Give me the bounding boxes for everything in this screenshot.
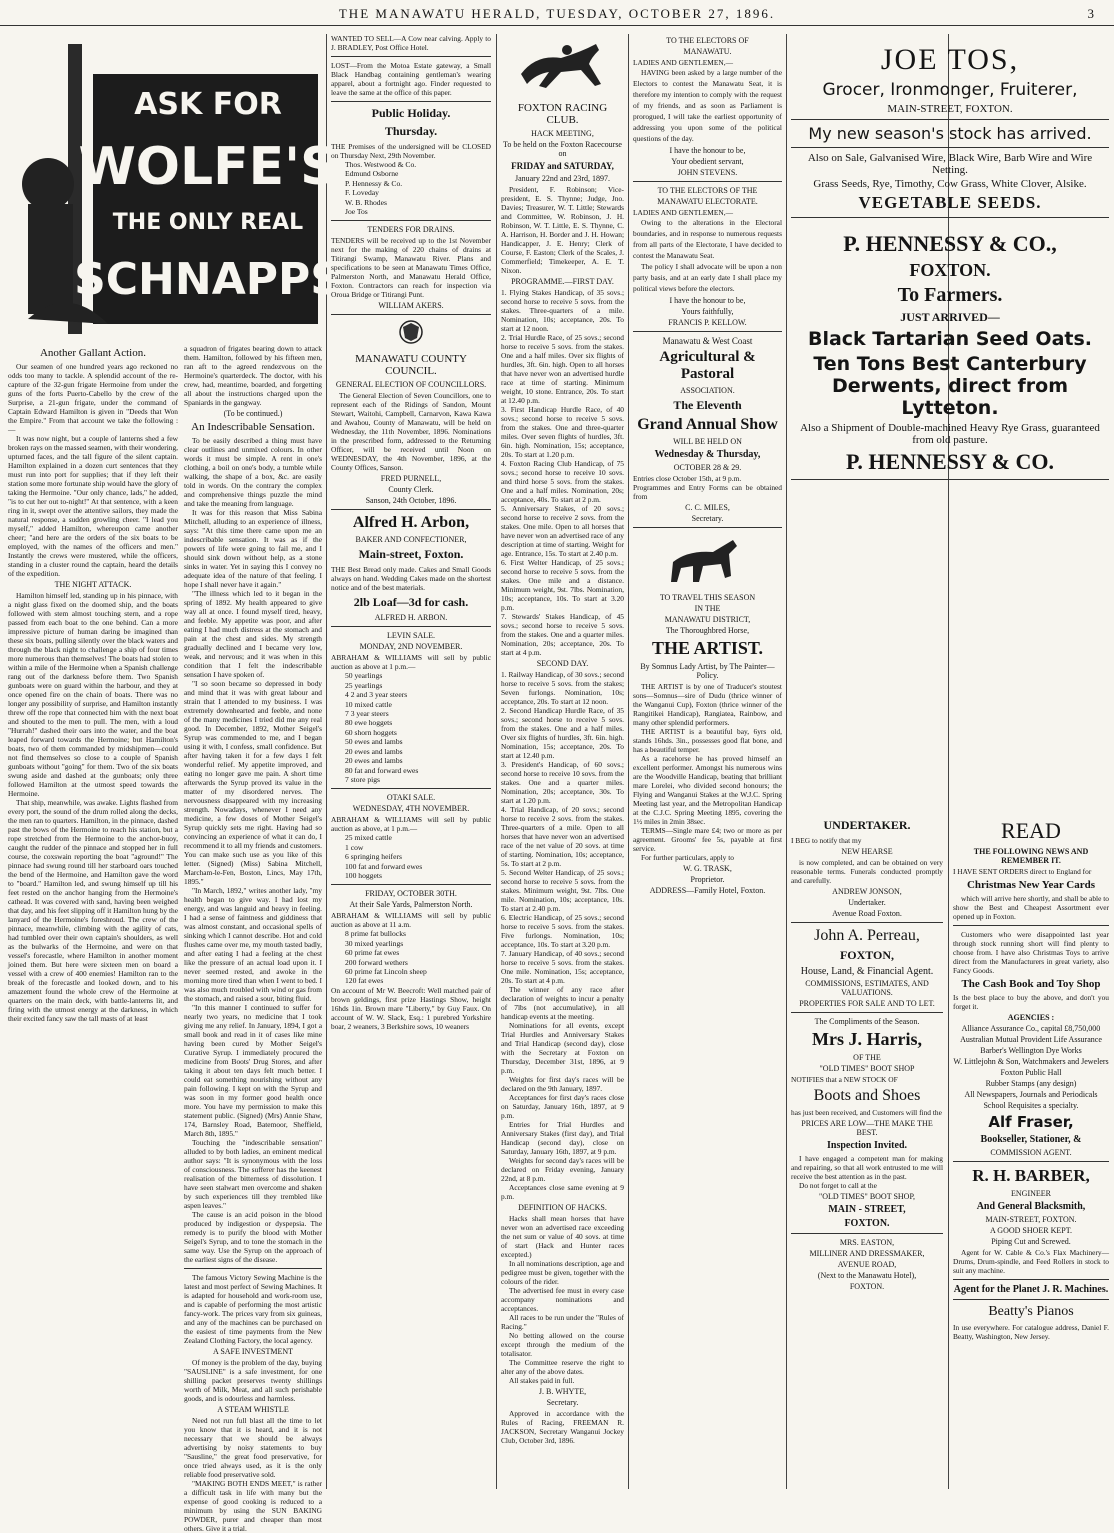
undertaker-name: ANDREW JONSON, — [832, 887, 902, 896]
firm-name: P. Hennessy & Co. — [345, 178, 403, 188]
race-secretary-role: Secretary. — [546, 1398, 579, 1407]
show-organiser: Manawatu & West Coast — [662, 336, 753, 346]
column-2 — [184, 344, 322, 1533]
race-entry: 7. January Handicap, of 40 sovs.; second horse to receive 5 sovs. from the stakes. One mile. Nomination, 15s; acceptance, 20s. To start at 4 p.m. — [501, 949, 624, 985]
levin-title: LEVIN SALE. — [387, 631, 435, 641]
artist-proprietor-role: Proprietor. — [690, 875, 725, 884]
divider — [331, 788, 491, 789]
show-days: Wednesday & Thursday, — [654, 449, 761, 460]
election-notice-title: TO THE ELECTORS OF THE — [657, 186, 758, 195]
divider — [184, 1268, 322, 1269]
article-paragraph: a squadron of frigates bearing down to attack them. Hamilton, followed by his fifteen men, ran aft to the agreed rendezvous on the Hermoine's quarterdeck. The doctor, with his crew, had, meantime, boarded, and forgetting all about the instructions charged upon the Spaniards in the gangway. — [184, 344, 322, 407]
sale-item: 10 mixed cattle — [345, 699, 392, 709]
barber-flax: Agent for W. Cable & Co.'s Flax Machinery—Drums, Drum-spindle, and Feed Rollers in stock to suit any machine. — [953, 1248, 1109, 1275]
sale-item: 50 ewes and lambs — [345, 737, 403, 747]
article-subheading: THE NIGHT ATTACK. — [54, 580, 132, 589]
easton-name: MRS. EASTON, — [839, 1238, 895, 1247]
classified-lost: LOST—From the Motoa Estate gateway, a Small Black Handbag containing gentleman's wearing apparel, about a fortnight ago. Finder requested to leave the same at the office of this paper. — [331, 61, 491, 97]
sale-item: 25 yearlings — [345, 680, 383, 690]
page-number: 3 — [1087, 6, 1094, 21]
article-paragraph: The cause is an acid poison in the blood produced by indigestion or dyspepsia. The remedy is to purify the blood with Mother Seigel's Syrup, and to tone the stomach in the same way. Use the Syrup on the approach of the earliest signs of the disease. — [184, 1210, 322, 1264]
election-letter: HAVING been asked by a large number of the Electors to contest the Manawatu Seat, it is therefore my intention to comply with the request of my friends, and as soon as Parliament is prorogued, I will take the earliest opportunity of addressing you upon some of the political questions of the day. — [633, 68, 782, 143]
harris-boots: Boots and Shoes — [813, 1087, 921, 1104]
race-officers: President, F. Robinson; Vice-president, E. S. Thynne; Judge, Jno. Davies; Treasurer, W. T. Little; Stewards and Committee, W. Robinson, J. H. Robinson, W. T. Little, E. S. Thynne, C. A. Harrison, H. Border and J. H. Howan; Handicapper, J. E. Henry; Clerk of Course, F. Easton; Clerk of the Scales, J. Commerfield; Timekeeper, A. E. T. Nixon. — [501, 185, 624, 275]
harris-shop: "OLD TIMES" BOOT SHOP — [819, 1064, 915, 1073]
sale-item: 20 ewes and lambs — [345, 746, 403, 756]
agency-item: Australian Mutual Provident Life Assurance — [960, 1035, 1102, 1044]
sale-item: 7 store pigs — [345, 774, 381, 784]
article-paragraph: The famous Victory Sewing Machine is the latest and most perfect of Sewing Machines. It is adapted for household and work-room use, and is capable of performing the most artistic fancy-work. The prices vary from six guineas, and any of the machines can be purchased on the easiest of time payments from the New Zealand Clothing Factory, the local agency. — [184, 1273, 322, 1345]
divider — [953, 1161, 1109, 1162]
divider — [331, 626, 491, 627]
harris-call: Do not forget to call at the — [799, 1181, 877, 1190]
race-venue: To be held on the Foxton Racecourse on — [503, 140, 622, 158]
barber-piping: Piping Cut and Screwed. — [991, 1237, 1071, 1246]
divider — [791, 147, 1109, 148]
race-rule: The Committee reserve the right to alter any of the above dates. — [501, 1358, 624, 1376]
tos-trade: Grocer, Ironmonger, Fruiterer, — [822, 80, 1078, 100]
harris-compliments: The Compliments of the Season. — [814, 1017, 920, 1026]
race-entry: 7. Stewards' Stakes Handicap, of 45 sovs.; second horse to receive 5 sovs. from the stakes. One and a quarter miles. Nomination, 20s; acceptance, 20s. To start at 4 p.m. — [501, 612, 624, 657]
sale-item: 50 yearlings — [345, 671, 383, 681]
cards-order: I HAVE SENT ORDERS direct to England for — [953, 867, 1092, 876]
easton-trade: MILLINER AND DRESSMAKER, — [809, 1249, 925, 1258]
race-entry: 1. Railway Handicap, of 30 sovs.; second horse to receive 5 sovs. from the stakes; Seven furlongs. Nomination, 10s; acceptance, 20s. To start at 12 noon. — [501, 670, 624, 706]
article-paragraph: It was for this reason that Miss Sabina Mitchell, alluding to an experience of illness, says: "At this time there came upon me an indescribable sensation. It was as if the powers of life were going to fail me, and I should sink down without help, as a stone sinks in water. Yet in saying this I convey no adequate idea of the nature of that feeling. I hope I shall never have it again." — [184, 508, 322, 589]
article-paragraph: Our seamen of one hundred years ago reckoned no odds too many to tackle. A splendid account of the re-capture of the 32-gun frigate Hermoine from under the guns of the forts Puerto-Cabello by the crew of the Surprise, a 21-gun frigate, under the command of Captain Edward Hamilton is given in "Deeds that Won the Empire." From that account we take the following :— — [8, 362, 178, 434]
divider — [953, 1279, 1109, 1280]
race-entry: 3. First Handicap Hurdle Race, of 40 sovs.; second horse to receive 5 sovs. from the stakes. One and three-quarter miles. Over seven flights of hurdles, 3ft. 6in. high. Nomination, 15s; acceptance, 20s. To start at 1.20 p.m. — [501, 405, 624, 459]
race-entry: 6. Electric Handicap, of 25 sovs.; second horse to receive 5 sovs. from the stakes. Five furlongs. Nomination, 10s; acceptance, 10s. To start at 3.20 p.m. — [501, 913, 624, 949]
show-association-label: ASSOCIATION. — [680, 386, 735, 395]
otaki-title: OTAKI SALE. — [386, 793, 436, 803]
hennessy-town: FOXTON. — [909, 260, 991, 280]
race-rule: The winner of any race after declaration of weights to incur a penalty of 7lbs (not accumulative), in all handicap events at the meeting. — [501, 985, 624, 1021]
divider — [953, 925, 1109, 926]
divider — [791, 1012, 943, 1013]
friday-notice: ABRAHAM & WILLIAMS will sell by public auction as above at 11 a.m. — [331, 911, 491, 930]
column-rule — [496, 34, 497, 1489]
article-paragraph: "In this manner I continued to suffer for nearly two years, no medicine that I took giving me any relief. In January, 1894, I got a small book and read in it of cases like mine having been cured by Mother Seigel's Curative Syrup. I immediately procured the medicine from Boots' Drug Stores, and after taking it about ten days felt much better. I could eat something nourishing without any pain following. I kept on with the Syrup and was soon in my former good health once more. You have my permission to make this statement public. (Signed) (Mrs) Annie Shaw, 174, Barnsley Road, Batemoor, Sheffield, March 8th, 1895." — [184, 1003, 322, 1138]
divider — [331, 509, 491, 510]
friday-subtitle: At their Sale Yards, Palmerston North. — [349, 900, 473, 910]
masthead — [0, 0, 1114, 26]
artist-district: MANAWATU DISTRICT, — [664, 615, 751, 624]
race-club-subtitle: HACK MEETING, — [531, 129, 594, 138]
levin-notice: ABRAHAM & WILLIAMS will sell by public auction as above at 1 p.m.— — [331, 653, 491, 672]
firm-name: Thos. Westwood & Co. — [345, 160, 417, 169]
ad-ask-text: ASK FOR — [134, 87, 282, 122]
article-paragraph: Touching the "indescribable sensation" alluded to by both ladies, an eminent medical author says: "It is synonymous with the loss of consciousness. The sufferer has the keenest realisation of the bitterness of dissolution. I have seen stalwart men overcome and shaken by such experiences till they trembled like aspen leaves." — [184, 1138, 322, 1210]
race-rule: All races to be run under the "Rules of Racing." — [501, 1313, 624, 1331]
tender-signature: WILLIAM AKERS. — [378, 301, 444, 311]
article-paragraph: It was now night, but a couple of lanterns shed a few broken rays on the massed seamen, with their wondering, upturned faces, and the tall figure of the silent captain. Hamilton explained in a dozen curt sentences that they must run into port for supplies; that if they left their station some more fortunate ship would have the glory of taking the Hermoine. "Our only chance, lads," he added, "is to cut her out to-night!" At that sentence, with a keen ring in it, swept over the attentive sailors, they made the natural response, a sudden growling cheer. "I lead you myself," added Hamilton, whereupon came another cheer; "and here are the orders of the six boats to be employed, with the names of the officers and men." Instantly the crews were mustered, while the officers, standing in a cluster round the captain, heard the details of the expedition. — [8, 434, 178, 578]
article-paragraph: "In March, 1892," writes another lady, "my health began to give way. I had lost my energy, and was languid and heavy in feeling. I had a sense of faintness and giddiness that was almost constant, and occasional spells of sinking which I cannot describe. Hot and cold flushes came over me, my mouth tasted badly, and after eating I had a feeling at the chest like the pressure of an actual load upon it. I never seemed rested, and awoke in the morning more tired than when I went to bed. I was also much troubled with wind or gas from the stomach, and raised a sour, biting fluid. — [184, 886, 322, 1003]
sale-item: 6 springing heifers — [345, 852, 402, 862]
agency-item: Foxton Public Hall — [1000, 1068, 1062, 1077]
toys-notice: Customers who were disappointed last year through stock running short will find plenty to choose from. I have also Christmas Toys to arrive direct from the Manufacturers in great variety, also Fancy Goods. — [953, 930, 1109, 975]
race-entry: 5. Second Welter Handicap, of 25 sovs.; second horse to receive 5 sovs. from the stakes. Minimum weight, 9st. 7lbs. One mile. Nomination, 10s; acceptance, 10s. To start at 2.40 p.m. — [501, 868, 624, 913]
divider — [791, 119, 1109, 120]
divider — [331, 220, 491, 221]
tos-seeds: Grass Seeds, Rye, Timothy, Cow Grass, White Clover, Alsike. — [813, 178, 1087, 190]
race-rule: In all nominations description, age and pedigree must be given, together with the colours of the rider. — [501, 1259, 624, 1286]
race-rule: Nominations for all events, except Trial Hurdles and Anniversary Stakes and Trial Handicap (second day), close with the Secretary at Foxton on Thursday, December 31st, 1896, at 9 p.m. — [501, 1021, 624, 1075]
race-entry: 1. Flying Stakes Handicap, of 35 sovs.; second horse to receive 5 sovs. from the stakes. Three-quarters of a mile. Nomination, 10s; acceptance, 20s. To start at 12 noon. — [501, 288, 624, 333]
hennessy-name: P. HENNESSY & CO., — [843, 231, 1057, 256]
race-entry: 4. Foxton Racing Club Handicap, of 75 sovs.; second horse to receive 10 sovs. and third horse 5 sovs. from the stakes. One and a half miles. Nomination, 20s; acceptance, 40s. To start at 2 p.m. — [501, 459, 624, 504]
perreau-town: FOXTON, — [839, 948, 895, 962]
artist-in: IN THE — [694, 604, 721, 613]
christmas-cards: Christmas New Year Cards — [966, 879, 1095, 891]
friday-more: On account of Mr W. Beecroft: Well matched pair of brown geldings, first prize Hastings Show, height 16hds 1in. Brown mare "Liberty," by Guy Faux. On account of W. W. Slack, Esq.: 1 purebred Yorkshire boar, 2 weaners, 3 Berkshire sows, 10 weaners — [331, 985, 491, 1031]
undertaker-hearse: NEW HEARSE — [841, 847, 893, 856]
schnapps-illustration — [8, 34, 342, 344]
election-signature: JOHN STEVENS. — [677, 168, 738, 177]
harris-inspection: Inspection Invited. — [826, 1140, 907, 1151]
perreau-name: John A. Perreau, — [814, 927, 920, 944]
show-edition: The Eleventh — [673, 398, 742, 412]
column-6-top — [791, 34, 1109, 844]
race-rule: Acceptances for first day's races close on Saturday, January 16th, 1897, at 9 p.m. — [501, 1093, 624, 1120]
perreau-properties: PROPERTIES FOR SALE AND TO LET. — [799, 999, 935, 1008]
tos-address: MAIN-STREET, FOXTON. — [887, 103, 1013, 115]
barber-shoer: A GOOD SHOER KEPT. — [989, 1226, 1073, 1235]
column-4 — [501, 34, 624, 1489]
programme-heading: PROGRAMME.—FIRST DAY. — [511, 277, 614, 286]
harris-prices: PRICES ARE LOW—THE MAKE THE BEST. — [801, 1119, 933, 1137]
racehorse-icon — [501, 34, 624, 94]
fraser-name: Alf Fraser, — [988, 1113, 1074, 1131]
planet-agent: Agent for the Planet J. R. Machines. — [953, 1284, 1109, 1295]
arbon-trade: BAKER AND CONFECTIONER, — [355, 535, 467, 545]
race-entry: 4. Trial Handicap, of 20 sovs.; second horse to receive 2 sovs. from the stakes. Three-quarters of a mile. Open to all horses that have never won an advertised race of the net value of 20 sovs. at time of starting. Nomination, 10s; acceptance, 5s. To start at 2 p.m. — [501, 805, 624, 868]
election-letter: The policy I shall advocate will be upon a non party basis, and at an early date I shall place my political views before the electors. — [633, 262, 782, 293]
race-club-title: FOXTON RACING CLUB. — [517, 102, 608, 126]
beatty-notice: In use everywhere. For catalogue address, Daniel F. Beatty, Washington, New Jersey. — [953, 1323, 1109, 1341]
harris-shop-footer: "OLD TIMES" BOOT SHOP, — [818, 1192, 916, 1201]
divider — [331, 101, 491, 102]
election-salutation: LADIES AND GENTLEMEN,— — [633, 208, 733, 217]
column-6 — [791, 815, 943, 1489]
harris-name: Mrs J. Harris, — [812, 1029, 922, 1049]
race-entry: 3. President's Handicap, of 60 sovs.; second horse to receive 10 sovs. from the stakes. One and a quarter miles. Nomination, 20s; acceptance, 30s. To start at 1.20 p.m. — [501, 760, 624, 805]
article-paragraph: "The illness which led to it began in the spring of 1892. My health appeared to give way all at once. I found myself tired, heavy, and feeble. My appetite was poor, and after eating I had much distress at the stomach and pain at the chest and sides. My strength gradually declined and I became very low, weak, and nervous; and it was when in this condition that I felt the indescribable sensation I have spoken of. — [184, 589, 322, 679]
column-5 — [633, 34, 782, 1489]
tender-title: TENDERS FOR DRAINS. — [367, 225, 455, 235]
sale-item: 60 shorn hoggets — [345, 727, 397, 737]
read-subheading: THE FOLLOWING NEWS AND REMEMBER IT. — [973, 847, 1089, 865]
article-subheading: A SAFE INVESTMENT — [212, 1347, 293, 1356]
show-programmes: Programmes and Entry Forms can be obtained from — [633, 483, 782, 501]
sale-item: 120 fat ewes — [345, 976, 384, 986]
tos-name: JOE TOS, — [880, 43, 1020, 76]
column-rule — [786, 34, 787, 1489]
sale-item: 80 fat and forward ewes — [345, 765, 419, 775]
agency-item: Alliance Assurance Co., capital £8,750,000 — [961, 1024, 1101, 1033]
schnapps-advertisement — [8, 34, 342, 344]
definition-heading: DEFINITION OF HACKS. — [518, 1203, 607, 1212]
firm-name: W. B. Rhodes — [345, 197, 387, 207]
divider — [633, 331, 782, 332]
race-rule: Hacks shall mean horses that have never won an advertised race exceeding the net sum or value of 40 sovs. at time of start (Hack and Hunter races excepted.) — [501, 1214, 624, 1259]
divider — [791, 922, 943, 923]
agency-item: School Requisites a specialty. — [983, 1101, 1079, 1110]
stallion-icon — [633, 532, 782, 586]
sale-item: 7 3 year steers — [345, 709, 389, 719]
arbon-name: Alfred H. Arbon, — [352, 514, 470, 532]
election-signature: FRANCIS P. KELLOW. — [668, 318, 747, 327]
read-heading: READ — [1001, 818, 1061, 843]
sale-item: 100 hoggets — [345, 870, 382, 880]
election-closing: I have the honour to be, — [669, 146, 746, 155]
arbon-signature: ALFRED H. ARBON. — [374, 613, 448, 623]
levin-date: MONDAY, 2ND NOVEMBER. — [359, 642, 463, 652]
sale-item: 60 prime fat ewes — [345, 948, 400, 958]
show-title: Grand Annual Show — [637, 416, 778, 433]
race-dates: January 22nd and 23rd, 1897. — [514, 174, 611, 183]
fraser-trade: Bookseller, Stationer, & — [980, 1134, 1082, 1145]
artist-paragraph: THE ARTIST is by one of Traducer's stoutest sons—Somnus—sire of Dudu (thrice winner of the Wanganui Cup), Foxton (thrice winner of the Rangitikei Handicap), Rangiatea, Rainbow, and many other splendid performers. — [633, 682, 782, 727]
divider — [791, 479, 1109, 480]
artist-title: TO TRAVEL THIS SEASON — [659, 593, 756, 602]
easton-town: FOXTON. — [849, 1282, 885, 1291]
holiday-day: Thursday. — [384, 124, 438, 138]
agency-item: W. Littlejohn & Son, Watchmakers and Jewelers — [953, 1057, 1109, 1066]
barber-engineer: ENGINEER — [1011, 1189, 1051, 1198]
harris-repairs: I have engaged a competent man for making and repairing, so that all work entrusted to me will receive the best attention as in the past. — [791, 1154, 943, 1181]
agency-item: All Newspapers, Journals and Periodicals — [964, 1090, 1098, 1099]
column-3 — [331, 34, 491, 1489]
tos-vegetable-seeds: VEGETABLE SEEDS. — [858, 193, 1042, 212]
harris-of: OF THE — [853, 1053, 881, 1062]
divider — [331, 884, 491, 885]
artist-paragraph: THE ARTIST is a beautiful bay, 6yrs old, stands 16hds. 3in., possesses good flat bone, and has a beautiful temper. — [633, 727, 782, 754]
sale-item: 4 2 and 3 year steers — [345, 690, 408, 700]
show-secretary: C. C. MILES, — [685, 503, 730, 512]
race-rule: Entries for Trial Hurdles and Anniversary Stakes (first day), and Trial Handicap (second day), close on Saturday, January 16th, 1897, at 9 p.m. — [501, 1120, 624, 1156]
article-subheading: A STEAM WHISTLE — [217, 1405, 289, 1414]
harris-street: MAIN - STREET, — [828, 1204, 906, 1215]
firm-name: F. Loveday — [345, 188, 379, 198]
artist-paragraph: As a racehorse he has proved himself an excellent performer. Amongst his numerous wins are the Woodville Handicap, beating that brilliant mare Lorelei, who divided second honours; the Flying and Wanganui Stakes at the W.J.C. Spring Meeting last year, and the Metropolitan Handicap at the C.J.C. Spring Meeting 1895, covering the 1½ miles in 2min 38sec. — [633, 754, 782, 826]
masthead-title: THE MANAWATU HERALD, TUESDAY, OCTOBER 27, 1896. — [338, 6, 776, 21]
election-notice-title: MANAWATU ELECTORATE. — [657, 197, 758, 206]
easton-address-note: (Next to the Manawatu Hotel), — [817, 1271, 917, 1280]
agencies-heading: AGENCIES : — [1007, 1013, 1055, 1022]
article-paragraph: Of money is the problem of the day, buying "SAUSLINE" is a safe investment, for one shilling packet preserves twenty shillings worth of Milk, Meat, and all such perishable goods, and is odourless and harmless. — [184, 1358, 322, 1403]
sale-item: 8 prime fat bullocks — [345, 929, 406, 939]
coat-of-arms-icon — [331, 319, 491, 345]
harris-stock: has just been received, and Customers will find the — [791, 1108, 942, 1117]
column-7 — [953, 815, 1109, 1489]
article-paragraph: That ship, meanwhile, was awake. Lights flashed from every port, the sound of the drum rolled along the decks, the men ran to quarters. Hamilton, in the pinnace, dashed past the bows of the Hermoine to reach his station, but a rope stretched from the Hermoine to the anchor-buoy, caught the rudder of the pinnace and stopped her in full course, the coxswain reporting the boat "aground!" The pinnace had swung round till her starboard oars touched the bend of the Hermoine, and Hamilton gave the word to "board." Hamilton led, and swung himself up till his feet rested on the anchor hanging from the Hermoine's cathead. It was covered with sand, having been weighed that day, and his feet slipping off it Hamilton hung by the lanyard of the Hermoine's foreshroud. The crew of the pinnace, meanwhile, climbing with the agility of cats, had tumbled over their own captain's shoulders, as well as the bulwarks of the Hermoine, and were on that vessel's forecastle, where Hamilton in another moment joined them. But here were sixteen men on board a vessel with a crew of 400 enemies! Hamilton ran to the break of the forecastle and looked down, and to his amazement found the whole crew of the Hermoine at quarters on the main deck, with battle-lanterns lit, and firing with the utmost energy at the darkness, in which their excited fancy saw the tall masts of at least — [8, 798, 178, 1023]
tos-wire: Also on Sale, Galvanised Wire, Black Wire, Barb Wire and Wire Netting. — [807, 152, 1093, 176]
article-title: An Indescribable Sensation. — [191, 421, 315, 433]
column-rule — [628, 34, 629, 1489]
council-signature: FRED PURNELL, — [380, 474, 442, 484]
holiday-notice: THE Premises of the undersigned will be CLOSED on Thursday Next, 29th November. — [331, 142, 491, 160]
divider — [331, 56, 491, 57]
harris-town: FOXTON. — [844, 1218, 890, 1229]
arbon-notice: THE Best Bread only made. Cakes and Small Goods always on hand. Wedding Cakes made on the shortest notice and of the best materials. — [331, 565, 491, 593]
sale-item: 30 mixed yearlings — [345, 938, 404, 948]
otaki-notice: ABRAHAM & WILLIAMS will sell by public auction as above, at 1 p.m.— — [331, 815, 491, 834]
council-title: MANAWATU COUNTY COUNCIL. — [355, 353, 467, 378]
easton-address: AVENUE ROAD, — [837, 1260, 897, 1269]
divider — [633, 527, 782, 528]
article-paragraph: "I so soon became so depressed in body and mind that it was with great labour and strain that I attended to my business. I was extremely downhearted and feeble, and none of the many medicines I tried did me any real good. In December, 1892, Mother Seigel's Syrup was commended to me, and I began using it with, I confess, small confidence. But after having taken it for a few days I felt wonderful relief. My appetite improved, and eating no longer gave me pain. A short time afterwards the Syrup proved its value in the matter of my disordered nerves. The nervousness disappeared with my increasing strength. Nowadays, whenever I need any medicine, a few doses of Mother Seigel's Syrup quickly sets me right. Having had so convincing an experience of what it can do, I recommend it to all my friends and customers. You can make such use as you like of this letter. (Signed) (Miss) Sabina Mitchell, Marcham-le-Fen, Boston, Lincs, May 17th, 1895." — [184, 679, 322, 886]
race-secretary: J. B. WHYTE, — [538, 1387, 587, 1396]
classified-wanted: WANTED TO SELL—A Cow near calving. Apply to J. BRADLEY, Post Office Hotel. — [331, 34, 491, 52]
race-days: FRIDAY and SATURDAY, — [511, 161, 614, 171]
race-rule: Weights for second day's races will be declared on Friday evening, January 22nd, at 8 p.m. — [501, 1156, 624, 1183]
election-notice-title: TO THE ELECTORS OF — [666, 36, 749, 45]
hennessy-arrived: JUST ARRIVED— — [900, 310, 1000, 324]
barber-name: R. H. BARBER, — [972, 1166, 1090, 1185]
council-signature-role: County Clerk. — [388, 485, 434, 495]
undertaker-terms: is now completed, and can be obtained on very reasonable terms. Funerals conducted promptly and carefully. — [791, 858, 943, 885]
artist-name: THE ARTIST. — [651, 638, 764, 658]
sale-item: 100 fat and forward ewes — [345, 861, 423, 871]
show-entries: Entries close October 15th, at 9 p.m. — [633, 474, 742, 483]
race-rule: The advertised fee must in every case accompany nominations and acceptances. — [501, 1286, 624, 1313]
column-rule — [948, 815, 949, 1489]
artist-paragraph: TERMS—Single mare £4; two or more as per agreement. Grooms' fee 5s, payable at first service. — [633, 826, 782, 853]
race-entry: 2. Second Handicap Hurdle Race, of 35 sovs.; second horse to receive 5 sovs. from the stakes. One and a half miles. Over six flights of hurdles, 3ft. 6in. high. Nomination, 15s; acceptance, 20s. To start at 12.40 p.m. — [501, 706, 624, 760]
artist-subtitle: The Thoroughbred Horse, — [665, 626, 750, 635]
council-notice: The General Election of Seven Councillors, one to represent each of the Ridings of Sandon, Mount Stewart, Waitohi, Campbell, Carnarvon, Kawa Kawa and Awahou, County of Manawatu, will be held on Wednesday, the 11th November, 1896. Nominations in the prescribed form, addressed to the Returning Officer, will be received until Noon on WEDNESDAY, the 4th November, 1896, at the County Offices, Sanson. — [331, 391, 491, 473]
show-date: OCTOBER 28 & 29. — [673, 463, 742, 472]
hennessy-derwents: Ten Tons Best Canterbury Derwents, direct from Lytteton. — [813, 353, 1087, 419]
artist-proprietor: W. G. TRASK, — [683, 864, 732, 873]
divider — [791, 1233, 943, 1234]
hennessy-farmers: To Farmers. — [897, 284, 1003, 306]
ad-brand-text: WOLFE'S — [78, 137, 338, 197]
barber-address: MAIN-STREET, FOXTON. — [985, 1215, 1077, 1224]
article-paragraph: To be easily described a thing must have clear outlines and unmixed colours. In other words it must be simple. A rent in one's clothing, a boil on one's body, a tumble while walking, the shape of a box, &c. are easily told in words. On the contrary the complex and comprehensive things puzzle the mind and take the meaning from language. — [184, 436, 322, 508]
tender-notice: TENDERS will be received up to the 1st November next for the making of 220 chains of drains at Titirangi Swamp, Manawatu River. Plans and specifications to be seen at Manawatu Times Office, Palmerston North, and Manawatu Herald Office, Foxton. Contractors can reach for inspection via Oroua Bridge or Titirangi Punt. — [331, 236, 491, 300]
election-salutation: LADIES AND GENTLEMEN,— — [633, 58, 733, 67]
election-closing: Yours faithfully, — [681, 307, 734, 316]
article-paragraph: "MAKING BOTH ENDS MEET," is rather a difficult task in life with many but the expense of good cooking is reduced to a minimum by using the SUN BAKING POWDER, purer and cheaper than most others. Give it a trial. — [184, 1479, 322, 1533]
race-rule: Acceptances close same evening at 9 p.m. — [501, 1183, 624, 1201]
divider — [953, 1299, 1109, 1300]
artist-pedigree: By Somnus Lady Artist, by The Painter—Policy. — [640, 662, 775, 680]
race-rule: All stakes paid in full. — [509, 1376, 575, 1385]
firm-name: Edmund Osborne — [345, 169, 399, 179]
divider — [791, 217, 1109, 218]
friday-title: FRIDAY, OCTOBER 30TH. — [365, 889, 457, 899]
sale-item: 1 cow — [345, 842, 364, 852]
divider — [331, 314, 491, 315]
council-date: Sanson, 24th October, 1896. — [365, 496, 457, 506]
race-entry: 2. Trial Hurdle Race, of 25 sovs.; second horse to receive 5 sovs. from the stakes. One and a half miles. Over six flights of hurdles, 3ft. 6in. high. Open to all horses that have never won an advertised hurdle race at time of starting. Minimum weight, 10 stone. Entrance, 20s. To start at 12.40 p.m. — [501, 333, 624, 405]
hennessy-oats: Black Tartarian Seed Oats. — [807, 328, 1093, 350]
undertaker-role: Undertaker. — [848, 898, 886, 907]
sale-item: 60 prime fat Lincoln sheep — [345, 966, 427, 976]
harris-notice: NOTIFIES that a NEW STOCK OF — [791, 1075, 898, 1084]
election-letter: Owing to the alterations in the Electoral boundaries, and in response to numerous requests from all parts of the Electorate, I have decided to contest the Manawatu Seat. — [633, 218, 782, 260]
race-entry: 5. Anniversary Stakes, of 20 sovs.; second horse to receive 2 sovs. from the stakes. One mile. Open to all horses that have never won an advertised race of any description at time of starting. Weight for age. Entrance, 15s. To start at 2.40 p.m. — [501, 504, 624, 558]
beatty-pianos: Beatty's Pianos — [988, 1304, 1074, 1319]
race-rule: Weights for first day's races will be declared on the 9th January, 1897. — [501, 1075, 624, 1093]
shop-name: The Cash Book and Toy Shop — [961, 978, 1101, 990]
hennessy-name-footer: P. HENNESSY & CO. — [845, 449, 1055, 474]
arbon-loaf-price: 2lb Loaf—3d for cash. — [353, 595, 469, 610]
cards-arrival: which will arrive here shortly, and shall be able to show the Best and Cheapest Assortment ever opened up in Foxton. — [953, 894, 1109, 921]
holiday-title: Public Holiday. — [371, 106, 451, 120]
shop-tagline: Is the best place to buy the above, and don't you forget it. — [953, 993, 1109, 1011]
election-closing: Your obedient servant, — [671, 157, 744, 166]
undertaker-address: Avenue Road Foxton. — [832, 909, 902, 918]
article-paragraph: Hamilton himself led, standing up in his pinnace, with a night glass fixed on the doomed ship, and the boats followed with stem almost touching stern, and a rope passed from each boat to the one behind. Can a more impressive picture of human daring be imagined than these six boats, pulling silently over the black waters and through the black night to challenge a ship of four times more numerous than themselves! The boats had stolen to within a mile of the Hermoine when a Spanish challenge rang out of the darkness before them. Two Spanish gunboats were on guard within the harbour, and they at once opened fire on the chain of boats. There was no longer any possibility of surprise, and Hamilton instantly threw off the rope that connected him with the next boat and shouted to the men to pull. The men, with a loud "Hurrah!" dashed their oars into the water, and the boat leaped forward towards the Hermoine; but Hamilton's boats, two of them commanded by midshipmen—could not find themselves so close to a couple of Spanish gunboats without "going" for them. Two of the six boats swung aside and dashed at the gunboats; only three followed Hamilton at the utmost speed towards the Hermoine. — [8, 591, 178, 798]
barber-blacksmith: And General Blacksmith, — [976, 1201, 1086, 1212]
undertaker-title: UNDERTAKER. — [823, 818, 911, 832]
ad-tagline-text: THE ONLY REAL — [112, 210, 304, 235]
column-rule — [326, 34, 327, 1489]
tos-new-stock: My new season's stock has arrived. — [808, 124, 1092, 143]
undertaker-notice: I BEG to notify that my — [791, 836, 862, 845]
sale-item: 80 ewe hoggets — [345, 718, 393, 728]
sale-item: 200 forward wethers — [345, 957, 408, 967]
arbon-address: Main-street, Foxton. — [358, 547, 464, 562]
show-held: WILL BE HELD ON — [673, 437, 742, 446]
agency-item: Rubber Stamps (any design) — [985, 1079, 1077, 1088]
election-notice-title: MANAWATU. — [683, 47, 732, 56]
council-subtitle: GENERAL ELECTION OF COUNCILLORS. — [335, 380, 487, 390]
agency-item: Barber's Wellington Dye Works — [980, 1046, 1082, 1055]
ad-product-text: SCHNAPPS — [74, 254, 342, 305]
otaki-date: WEDNESDAY, 4TH NOVEMBER. — [352, 804, 470, 814]
hennessy-rye-grass: Also a Shipment of Double-machined Heavy Rye Grass, guaranteed from old pasture. — [800, 422, 1100, 446]
story-title: Another Gallant Action. — [39, 347, 146, 359]
article-paragraph: Need not run full blast all the time to let you know that it is heard, and it is not necessary that we should be always advertising by noisy statements to buy "Sausline," the great food preservative, for once tried always used, as it is the only reliable food preservative sold. — [184, 1416, 322, 1479]
artist-address: ADDRESS—Family Hotel, Foxton. — [649, 886, 766, 895]
continued-note: (To be continued.) — [223, 409, 283, 418]
show-association: Agricultural & Pastoral — [659, 349, 756, 382]
sale-item: 20 ewes and lambs — [345, 756, 403, 766]
election-closing: I have the honour to be, — [669, 296, 746, 305]
race-rule: No betting allowed on the course except through the medium of the totalisator. — [501, 1331, 624, 1358]
fraser-commission: COMMISSION AGENT. — [990, 1148, 1072, 1157]
race-approval: Approved in accordance with the Rules of Racing, FREEMAN R. JACKSON, Secretary Wanganui Jockey Club, October 3rd, 1896. — [501, 1409, 624, 1445]
perreau-commissions: COMMISSIONS, ESTIMATES, AND VALUATIONS. — [805, 979, 929, 997]
perreau-trade: House, Land, & Financial Agent. — [800, 966, 934, 977]
programme-heading: SECOND DAY. — [536, 659, 589, 668]
artist-paragraph: For further particulars, apply to — [641, 853, 734, 862]
sale-item: 25 mixed cattle — [345, 833, 392, 843]
race-entry: 6. First Welter Handicap, of 25 sovs.; second horse to receive 5 sovs. from the stakes. One mile and a distance. Minimum weight, 9st. 7lbs. Nomination, 10s; acceptance, 10s. To start at 3.20 p.m. — [501, 558, 624, 612]
show-secretary-role: Secretary. — [691, 514, 724, 523]
divider — [633, 181, 782, 182]
firm-name: Joe Tos — [345, 207, 368, 217]
